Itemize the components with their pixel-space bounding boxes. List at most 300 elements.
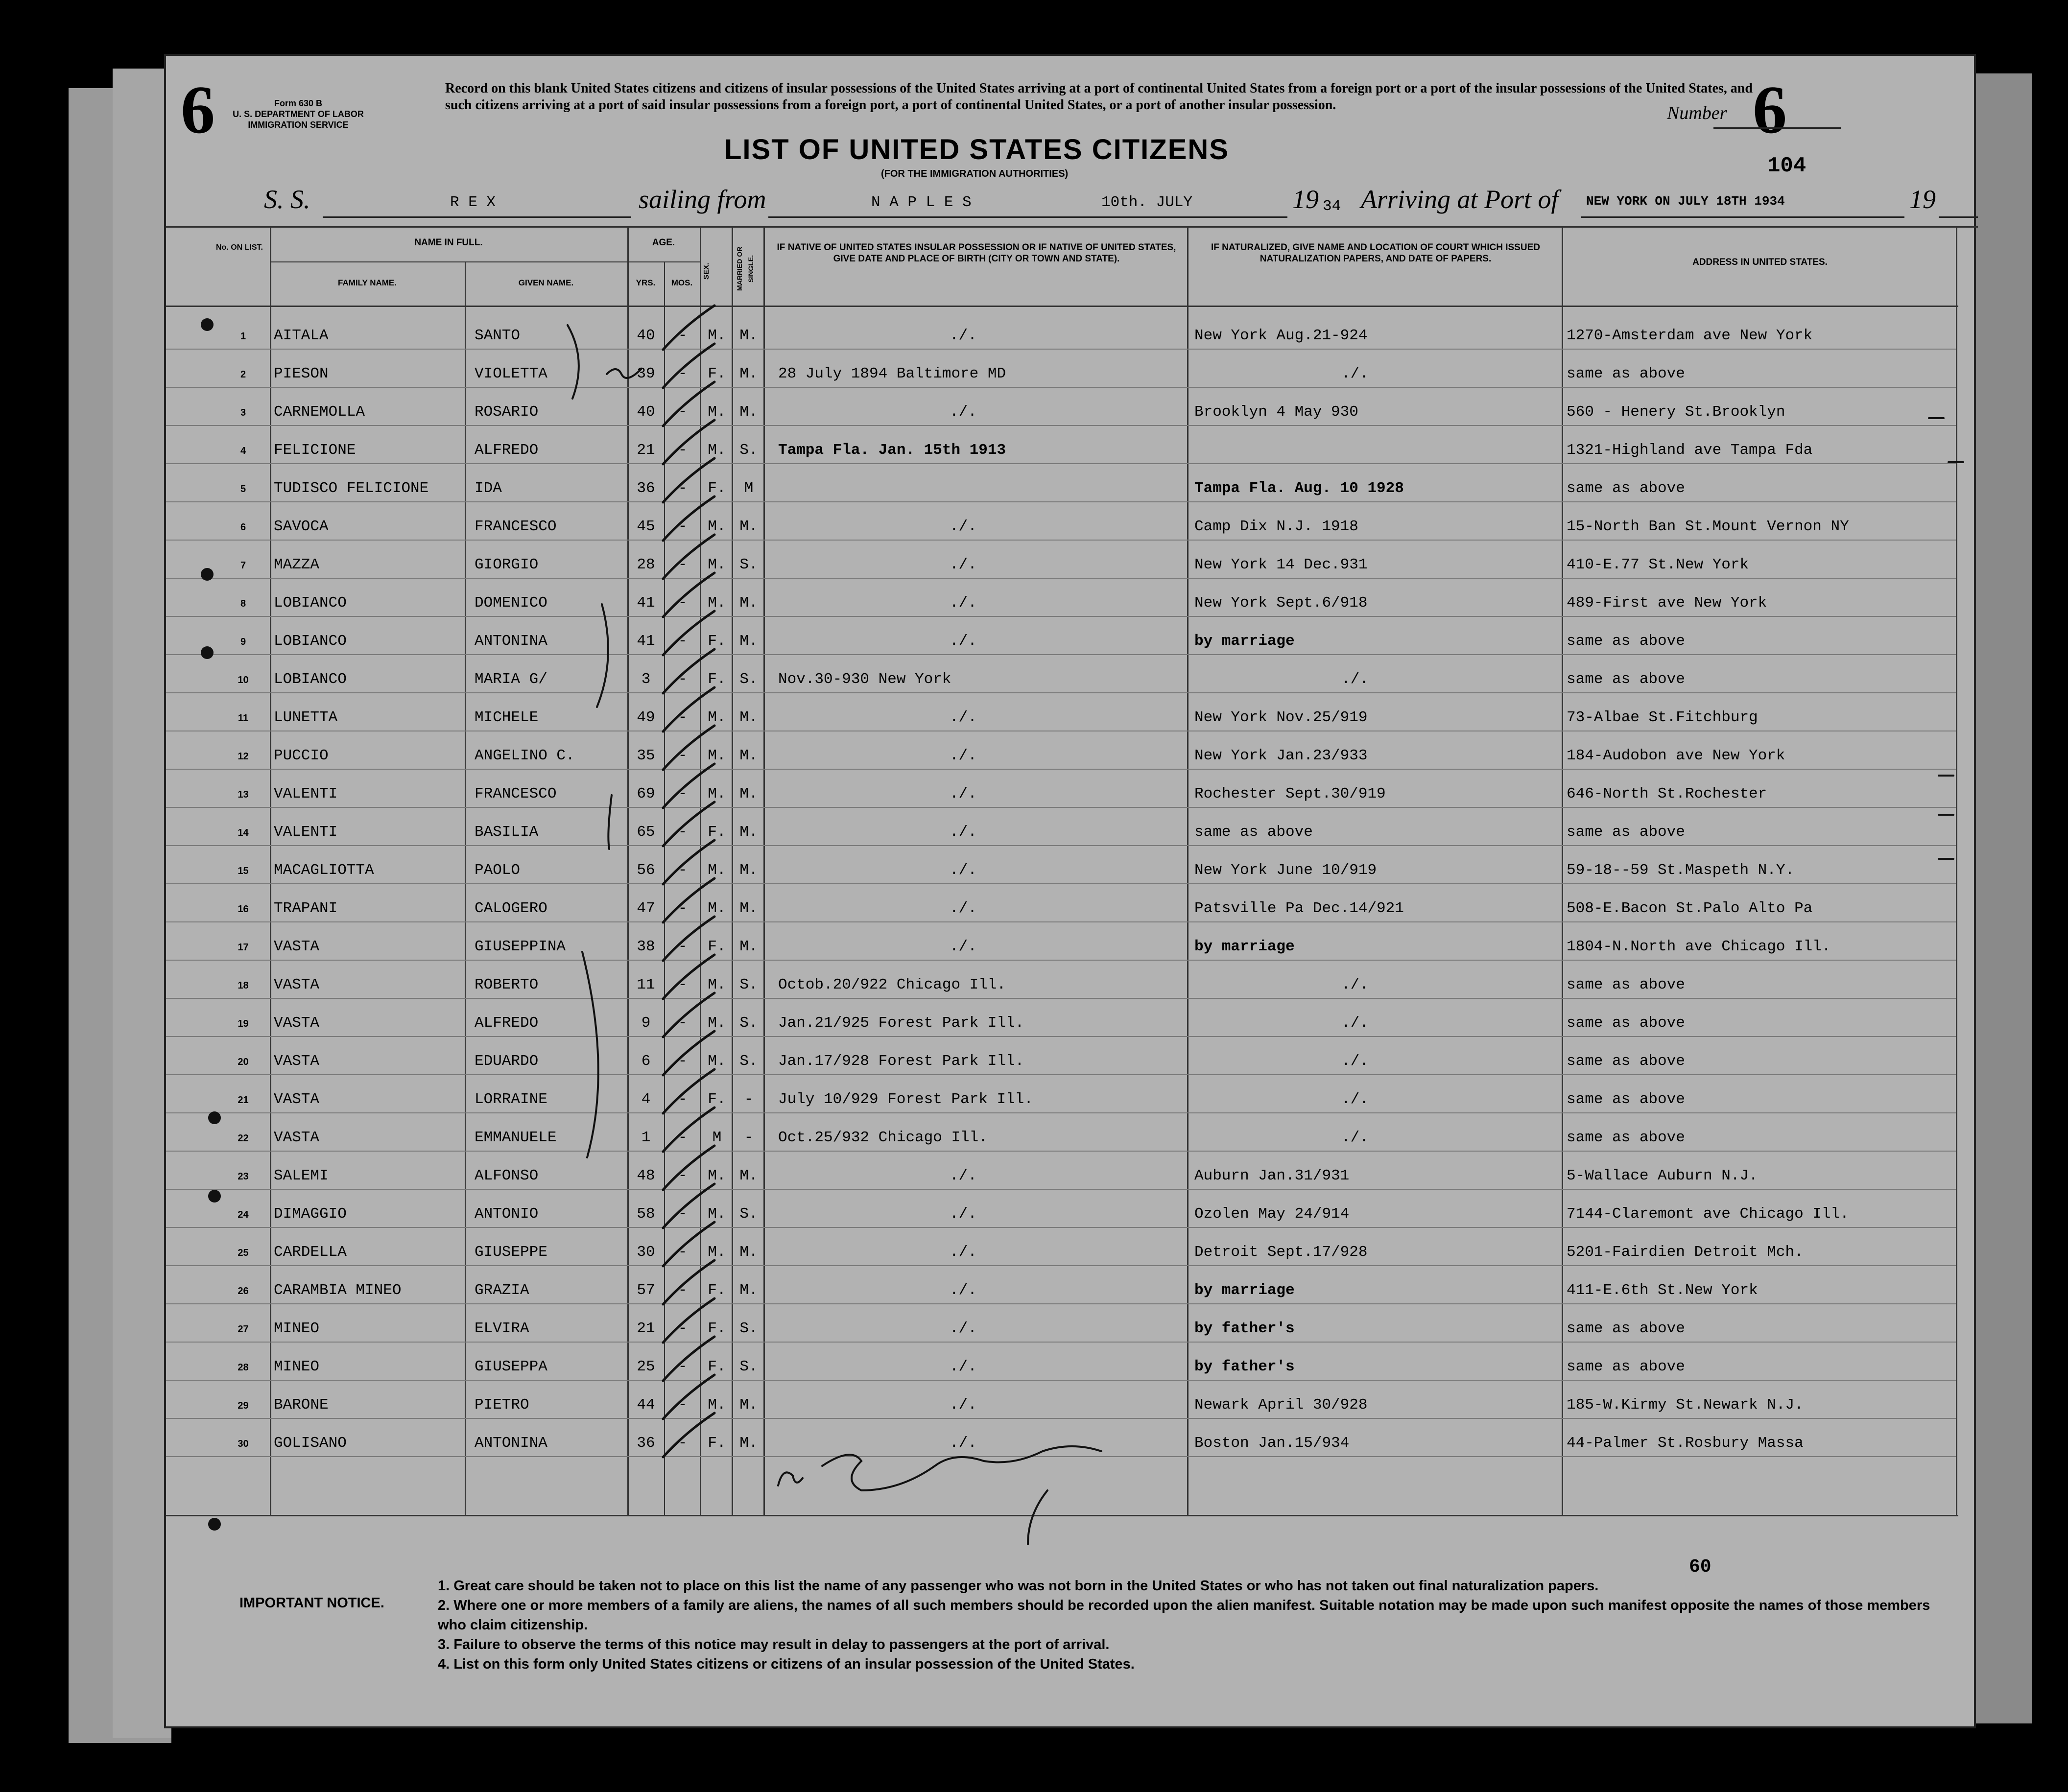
check-mark (663, 1184, 714, 1228)
row-number: 25 (238, 1248, 249, 1258)
age-years: 21 (637, 442, 655, 459)
marital-status: M. (739, 327, 758, 344)
punch-hole (208, 1111, 221, 1124)
age-years: 65 (637, 824, 655, 841)
sex: M. (708, 1014, 726, 1032)
header-age: AGE. (652, 237, 675, 248)
given-name: ROBERTO (475, 976, 539, 993)
given-name: ROSARIO (475, 403, 539, 421)
bracket-mark-3 (608, 795, 612, 849)
header-family-name: FAMILY NAME. (338, 278, 397, 287)
age-months: - (678, 785, 688, 802)
row-number: 17 (238, 942, 249, 953)
naturalization: ./. (1341, 1014, 1369, 1032)
age-months: - (678, 442, 688, 459)
notice-4: 4. List on this form only United States citizens or citizens of an insular possession of the United States. (438, 1656, 1135, 1672)
marital-status: S. (739, 1053, 758, 1070)
row-number: 4 (240, 446, 246, 456)
given-name: FRANCESCO (475, 518, 557, 535)
family-name: CARDELLA (274, 1244, 347, 1261)
row-number: 11 (238, 713, 249, 724)
row-number: 18 (238, 980, 249, 991)
check-mark (663, 878, 714, 922)
age-months: - (678, 709, 688, 726)
given-name: GIUSEPPINA (475, 938, 566, 955)
naturalization: ./. (1341, 671, 1369, 688)
service-name: IMMIGRATION SERVICE (248, 120, 349, 130)
given-name: GIUSEPPE (475, 1244, 547, 1261)
age-years: 25 (637, 1358, 655, 1375)
notice-list (438, 1576, 1956, 1674)
check-mark (663, 955, 714, 999)
row-number: 14 (238, 827, 249, 838)
naturalization: New York 14 Dec.931 (1194, 556, 1368, 573)
address: same as above (1567, 1358, 1685, 1375)
marital-status: M. (739, 709, 758, 726)
year-suffix: 34 (1323, 198, 1341, 215)
row-number: 28 (238, 1362, 249, 1373)
native-birth: ./. (950, 1358, 977, 1375)
family-name: VASTA (274, 1129, 320, 1146)
check-mark (663, 687, 714, 731)
naturalization: Brooklyn 4 May 930 (1194, 403, 1358, 421)
given-name: GRAZIA (475, 1282, 529, 1299)
age-months: - (678, 518, 688, 535)
department-name: U. S. DEPARTMENT OF LABOR (233, 109, 364, 119)
family-name: VALENTI (274, 824, 338, 841)
given-name: IDA (475, 480, 502, 497)
native-birth: ./. (950, 938, 977, 955)
sex: M. (708, 403, 726, 421)
family-name: SALEMI (274, 1167, 329, 1184)
check-mark (663, 1337, 714, 1381)
header-given-name: GIVEN NAME. (518, 278, 574, 287)
naturalization: Boston Jan.15/934 (1194, 1435, 1350, 1452)
native-birth: ./. (950, 1244, 977, 1261)
sex: M. (708, 976, 726, 993)
sex: M (712, 1129, 722, 1146)
punch-hole (201, 318, 214, 331)
given-name: MARIA G/ (475, 671, 547, 688)
marital-status: M. (739, 633, 758, 650)
marital-status: M. (739, 1396, 758, 1414)
age-months: - (678, 556, 688, 573)
marital-status: M. (739, 1167, 758, 1184)
naturalization: ./. (1341, 1053, 1369, 1070)
family-name: DIMAGGIO (274, 1205, 347, 1223)
row-number: 15 (238, 866, 249, 876)
given-name: ANTONIO (475, 1205, 539, 1223)
naturalization: same as above (1194, 824, 1313, 841)
naturalization: by marriage (1194, 1282, 1295, 1299)
given-name: PIETRO (475, 1396, 529, 1414)
native-birth: ./. (950, 824, 977, 841)
age-years: 21 (637, 1320, 655, 1337)
marital-status: M. (739, 862, 758, 879)
given-name: DOMENICO (475, 594, 547, 612)
given-name: PAOLO (475, 862, 521, 879)
row-number: 7 (240, 560, 246, 571)
sex: M. (708, 1244, 726, 1261)
row-number: 30 (238, 1438, 249, 1449)
naturalization: by father's (1194, 1358, 1295, 1375)
top-left-number: 6 (181, 72, 215, 148)
check-mark (663, 1031, 714, 1075)
header-yrs: YRS. (636, 278, 656, 287)
initial-scrawl (778, 1472, 803, 1485)
family-name: PIESON (274, 365, 329, 382)
family-name: MACAGLIOTTA (274, 862, 374, 879)
age-months: - (678, 1396, 688, 1414)
check-mark (663, 917, 714, 961)
native-birth: ./. (950, 862, 977, 879)
bracket-mark-1 (568, 325, 579, 399)
naturalization: New York Jan.23/933 (1194, 747, 1368, 764)
check-mark (663, 496, 714, 541)
age-months: - (678, 938, 688, 955)
age-years: 6 (641, 1053, 651, 1070)
sex: M. (708, 594, 726, 612)
address: same as above (1567, 1320, 1685, 1337)
age-years: 45 (637, 518, 655, 535)
row-number: 5 (240, 484, 246, 495)
marital-status: M. (739, 518, 758, 535)
address: 184-Audobon ave New York (1567, 747, 1785, 764)
sex: F. (708, 671, 726, 688)
naturalization: Detroit Sept.17/928 (1194, 1244, 1368, 1261)
form-instructions: Record on this blank United States citizens and citizens of insular possessions of the United States arriving at a port of continental United States from a foreign port or a port of the insular possessions of the United States, and such citizens arriving at a port of said insular possessions from a foreign port, a port of continental United States, or a port of another insular possession. (445, 81, 1753, 113)
family-name: VASTA (274, 1053, 320, 1070)
check-mark (663, 802, 714, 846)
trailing-year: 19 (1909, 185, 1936, 214)
row-number: 29 (238, 1400, 249, 1411)
marital-status: S. (739, 1320, 758, 1337)
marital-status: S. (739, 442, 758, 459)
age-months: - (678, 1129, 688, 1146)
check-mark (663, 573, 714, 617)
native-birth: ./. (950, 633, 977, 650)
naturalization: by father's (1194, 1320, 1295, 1337)
address: same as above (1567, 365, 1685, 382)
address: 1321-Highland ave Tampa Fda (1567, 442, 1813, 459)
native-birth: ./. (950, 403, 977, 421)
age-years: 9 (641, 1014, 651, 1032)
check-mark (663, 535, 714, 579)
sex: M. (708, 1167, 726, 1184)
age-years: 69 (637, 785, 655, 802)
naturalization: Ozolen May 24/914 (1194, 1205, 1350, 1223)
sex: M. (708, 1396, 726, 1414)
age-months: - (678, 1014, 688, 1032)
marital-status: M. (739, 900, 758, 917)
given-name: CALOGERO (475, 900, 547, 917)
sex: F. (708, 1282, 726, 1299)
manifest-sheet (164, 54, 1976, 1728)
address: same as above (1567, 1014, 1685, 1032)
family-name: MAZZA (274, 556, 320, 573)
native-birth: ./. (950, 747, 977, 764)
age-years: 48 (637, 1167, 655, 1184)
check-marks (663, 306, 714, 1457)
check-mark (663, 1260, 714, 1304)
given-name: ANTONINA (475, 1435, 547, 1452)
marital-status: S. (739, 1205, 758, 1223)
age-years: 39 (637, 365, 655, 382)
given-name: FRANCESCO (475, 785, 557, 802)
marital-status: M. (739, 938, 758, 955)
sex: F. (708, 938, 726, 955)
number-value: 6 (1753, 72, 1787, 148)
check-mark (663, 1222, 714, 1266)
notice-1: 1. Great care should be taken not to place on this list the name of any passenger who was not born in the United States or who has not taken out final naturalization papers. (438, 1578, 1599, 1594)
naturalization: by marriage (1194, 938, 1295, 955)
sex: F. (708, 824, 726, 841)
native-birth: 28 July 1894 Baltimore MD (778, 365, 1006, 382)
native-birth: ./. (950, 1320, 977, 1337)
family-name: MINEO (274, 1320, 320, 1337)
age-months: - (678, 1358, 688, 1375)
family-name: LOBIANCO (274, 671, 347, 688)
age-months: - (678, 327, 688, 344)
given-name: ALFREDO (475, 1014, 539, 1032)
marital-status: - (744, 1091, 754, 1108)
header-no-on-list: No. ON LIST. (216, 243, 263, 252)
year-prefix: 19 (1292, 185, 1319, 214)
number-label: Number (1667, 103, 1727, 123)
check-mark (663, 993, 714, 1037)
address: 7144-Claremont ave Chicago Ill. (1567, 1205, 1849, 1223)
given-name: BASILIA (475, 824, 539, 841)
age-months: - (678, 403, 688, 421)
age-months: - (678, 862, 688, 879)
native-birth: Oct.25/932 Chicago Ill. (778, 1129, 988, 1146)
marital-status: M. (739, 365, 758, 382)
address: 44-Palmer St.Rosbury Massa (1567, 1435, 1804, 1452)
date-from: 10th. JULY (1101, 194, 1193, 211)
family-name: LOBIANCO (274, 633, 347, 650)
row-number: 26 (238, 1286, 249, 1297)
native-birth: ./. (950, 1282, 977, 1299)
check-mark (663, 1413, 714, 1457)
row-number: 20 (238, 1057, 249, 1067)
check-mark (663, 1069, 714, 1113)
address: 185-W.Kirmy St.Newark N.J. (1567, 1396, 1804, 1414)
age-months: - (678, 480, 688, 497)
address: same as above (1567, 671, 1685, 688)
age-years: 56 (637, 862, 655, 879)
naturalization: Auburn Jan.31/931 (1194, 1167, 1350, 1184)
header-sex: SEX. (702, 262, 711, 280)
age-months: - (678, 1282, 688, 1299)
marital-status: M. (739, 1282, 758, 1299)
family-name: MINEO (274, 1358, 320, 1375)
marital-status: - (744, 1129, 754, 1146)
family-name: VASTA (274, 1014, 320, 1032)
given-name: ANTONINA (475, 633, 547, 650)
family-name: TRAPANI (274, 900, 338, 917)
given-name: EDUARDO (475, 1053, 539, 1070)
family-name: TUDISCO FELICIONE (274, 480, 429, 497)
native-birth: ./. (950, 709, 977, 726)
age-months: - (678, 671, 688, 688)
address: 5-Wallace Auburn N.J. (1567, 1167, 1758, 1184)
check-mark (663, 1108, 714, 1152)
given-name: GIORGIO (475, 556, 539, 573)
address: same as above (1567, 1053, 1685, 1070)
given-name: EMMANUELE (475, 1129, 557, 1146)
address: same as above (1567, 1091, 1685, 1108)
family-name: VASTA (274, 976, 320, 993)
age-months: - (678, 824, 688, 841)
age-months: - (678, 1205, 688, 1223)
address: 15-North Ban St.Mount Vernon NY (1567, 518, 1849, 535)
address: 1804-N.North ave Chicago Ill. (1567, 938, 1831, 955)
marital-status: S. (739, 976, 758, 993)
ss-label: S. S. (264, 185, 310, 214)
punch-hole (208, 1190, 221, 1203)
row-number: 1 (240, 331, 246, 342)
header-address: ADDRESS IN UNITED STATES. (1692, 257, 1828, 267)
age-years: 4 (641, 1091, 651, 1108)
page-title: LIST OF UNITED STATES CITIZENS (724, 134, 1229, 165)
naturalization: New York June 10/919 (1194, 862, 1377, 879)
family-name: CARAMBIA MINEO (274, 1282, 402, 1299)
age-months: - (678, 1053, 688, 1070)
inspector-signature (822, 1446, 1101, 1490)
marital-status: M. (739, 1244, 758, 1261)
check-mark (663, 764, 714, 808)
page-count: 60 (1689, 1556, 1711, 1578)
sex: M. (708, 556, 726, 573)
age-years: 38 (637, 938, 655, 955)
naturalization: Patsville Pa Dec.14/921 (1194, 900, 1404, 917)
age-months: - (678, 747, 688, 764)
signature-tail (1028, 1490, 1047, 1544)
check-mark (663, 649, 714, 693)
header-naturalized: IF NATURALIZED, GIVE NAME AND LOCATION OF COURT WHICH ISSUED NATURALIZATION PAPERS, AND DATE OF PAPERS. (1211, 242, 1540, 264)
naturalization: by marriage (1194, 633, 1295, 650)
sex: F. (708, 1091, 726, 1108)
check-mark (663, 306, 714, 350)
marital-status: M. (739, 785, 758, 802)
native-birth: July 10/929 Forest Park Ill. (778, 1091, 1033, 1108)
check-mark (663, 1146, 714, 1190)
native-birth: ./. (950, 594, 977, 612)
row-number: 16 (238, 904, 249, 915)
row-number: 10 (238, 675, 249, 685)
native-birth: Tampa Fla. Jan. 15th 1913 (778, 442, 1006, 459)
marital-status: M. (739, 824, 758, 841)
age-years: 30 (637, 1244, 655, 1261)
header-married: MARRIED OR SINGLE. (736, 246, 755, 291)
given-name: SANTO (475, 327, 521, 344)
age-months: - (678, 1244, 688, 1261)
age-months: - (678, 900, 688, 917)
marital-status: M. (739, 1435, 758, 1452)
row-number: 19 (238, 1018, 249, 1029)
sex: M. (708, 709, 726, 726)
naturalization: ./. (1341, 1091, 1369, 1108)
punch-hole (201, 646, 214, 659)
header-mos: MOS. (671, 278, 693, 287)
important-notice-label: IMPORTANT NOTICE. (239, 1595, 384, 1611)
given-name: MICHELE (475, 709, 539, 726)
sailing-label: sailing from (639, 185, 766, 214)
age-years: 40 (637, 403, 655, 421)
marital-status: S. (739, 556, 758, 573)
age-years: 58 (637, 1205, 655, 1223)
age-years: 28 (637, 556, 655, 573)
age-years: 40 (637, 327, 655, 344)
address: 73-Albae St.Fitchburg (1567, 709, 1758, 726)
address: 508-E.Bacon St.Palo Alto Pa (1567, 900, 1813, 917)
notice-2: 2. Where one or more members of a family are aliens, the names of all such members should be recorded upon the alien manifest. Suitable notation may be made upon such manifest opposite the names of those members who claim citizenship. (438, 1598, 1930, 1633)
naturalization: ./. (1341, 365, 1369, 382)
arriving-label: Arriving at Port of (1361, 185, 1559, 214)
native-birth: ./. (950, 518, 977, 535)
page-edge-left-inner (113, 69, 171, 1738)
age-months: - (678, 365, 688, 382)
naturalization: Camp Dix N.J. 1918 (1194, 518, 1358, 535)
marital-status: M. (739, 594, 758, 612)
sex: M. (708, 862, 726, 879)
native-birth: ./. (950, 900, 977, 917)
naturalization: ./. (1341, 976, 1369, 993)
age-years: 3 (641, 671, 651, 688)
age-years: 1 (641, 1129, 651, 1146)
sex: M. (708, 518, 726, 535)
row-number: 27 (238, 1324, 249, 1335)
age-months: - (678, 633, 688, 650)
age-months: - (678, 594, 688, 612)
family-name: PUCCIO (274, 747, 329, 764)
ship-name: R E X (450, 194, 496, 211)
punch-hole (201, 568, 214, 581)
page-stamp: 104 (1767, 154, 1807, 178)
family-name: BARONE (274, 1396, 329, 1414)
sex: M. (708, 327, 726, 344)
wife-scrawl (607, 369, 641, 378)
native-birth: Octob.20/922 Chicago Ill. (778, 976, 1006, 993)
age-years: 41 (637, 633, 655, 650)
given-name: LORRAINE (475, 1091, 547, 1108)
sex: M. (708, 1205, 726, 1223)
naturalization: ./. (1341, 1129, 1369, 1146)
marital-status: S. (739, 671, 758, 688)
row-number: 13 (238, 789, 249, 800)
marital-status: M. (739, 403, 758, 421)
bracket-mark-4 (582, 952, 598, 1157)
native-birth: Jan.21/925 Forest Park Ill. (778, 1014, 1024, 1032)
bracket-mark-2 (597, 604, 608, 707)
sex: F. (708, 1320, 726, 1337)
age-years: 57 (637, 1282, 655, 1299)
age-years: 41 (637, 594, 655, 612)
row-number: 24 (238, 1209, 249, 1220)
age-years: 44 (637, 1396, 655, 1414)
family-name: GOLISANO (274, 1435, 347, 1452)
native-birth: ./. (950, 1435, 977, 1452)
family-name: FELICIONE (274, 442, 356, 459)
native-birth: ./. (950, 556, 977, 573)
address: 560 - Henery St.Brooklyn (1567, 403, 1785, 421)
marital-status: S. (739, 1014, 758, 1032)
marital-status: M (744, 480, 754, 497)
address: 5201-Fairdien Detroit Mch. (1567, 1244, 1804, 1261)
header-native: IF NATIVE OF UNITED STATES INSULAR POSSESSION OR IF NATIVE OF UNITED STATES, GIVE DATE AND PLACE OF BIRTH (CITY OR TOWN AND STATE). (777, 242, 1176, 264)
address: same as above (1567, 1129, 1685, 1146)
sex: F. (708, 480, 726, 497)
